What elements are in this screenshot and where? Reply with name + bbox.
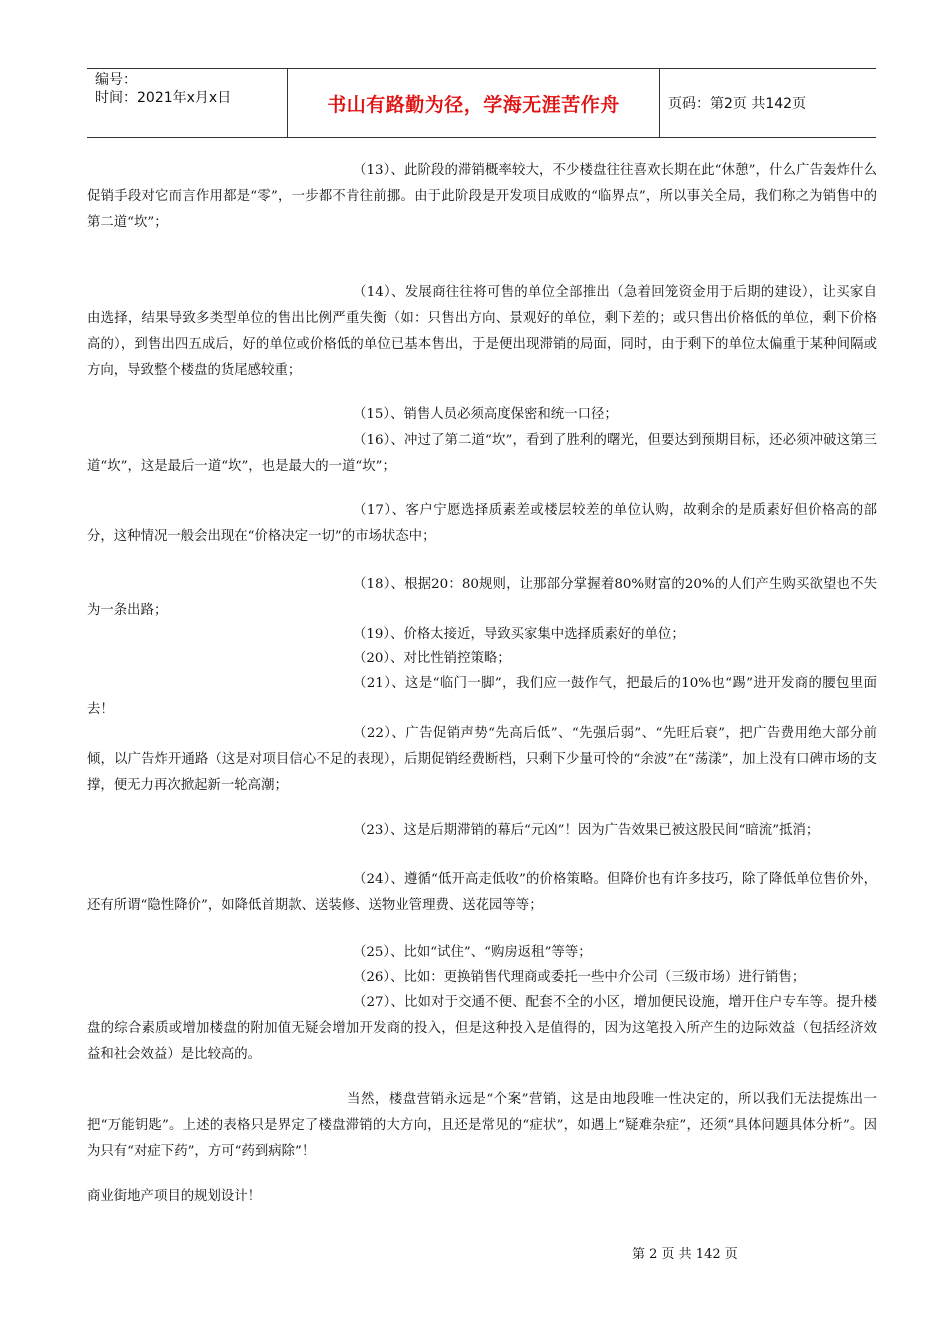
paragraph-conclusion: 当然，楼盘营销永远是“个案”营销，这是由地段唯一性决定的，所以我们无法提炼出一把“万能钥匙”。上述的表格只是界定了楼盘滞销的大方向，且还是常见的“症状”，如遇上“疑难杂症”，还须“具体问题具体分析”。因为只有“对症下药”，方可“药到病除”！ xyxy=(87,1092,877,1159)
header-meta xyxy=(87,69,288,137)
document-number-label: 编号： xyxy=(95,72,137,88)
paragraph-24: （24）、遵循“低开高走低收”的价格策略。但降价也有许多技巧，除了降低单位售价外，还有所谓“隐性降价”，如降低首期款、送装修、送物业管理费、送花园等等； xyxy=(87,872,877,913)
page-footer: 第 2 页 共 142 页 xyxy=(632,1247,738,1262)
paragraph-15: （15）、销售人员必须高度保密和统一口径； xyxy=(353,407,618,422)
document-time-label: 时间：2021年x月x日 xyxy=(95,90,232,106)
paragraph-14: （14）、发展商往往将可售的单位全部推出（急着回笼资金用于后期的建设），让买家自由选择，结果导致多类型单位的售出比例严重失衡（如：只售出方向、景观好的单位，剩下差的；或只售出价格低的单位，剩下价格高的），到售出四五成后，好的单位或价格低的单位已基本售出，于是便出现滞销的局面，同时，由于剩下的单位太偏重于某种间隔或方向，导致整个楼盘的货尾感较重； xyxy=(87,285,877,378)
paragraph-19: （19）、价格太接近，导致买家集中选择质素好的单位； xyxy=(353,627,685,642)
paragraph-13: （13）、此阶段的滞销概率较大，不少楼盘往往喜欢长期在此“休憩”，什么广告轰炸什么促销手段对它而言作用都是“零”，一步都不肯往前挪。由于此阶段是开发项目成败的“临界点”，所以事关全局，我们称之为销售中的第二道“坎”； xyxy=(87,163,877,230)
header-page-info: 页码：第2页 共142页 xyxy=(668,96,807,112)
paragraph-18: （18）、根据20：80规则，让那部分掌握着80%财富的20%的人们产生购买欲望也不失为一条出路； xyxy=(87,577,877,618)
paragraph-21: （21）、这是“临门一脚”，我们应一鼓作气，把最后的10%也“踢”进开发商的腰包里面去！ xyxy=(87,676,877,717)
paragraph-16: （16）、冲过了第二道“坎”，看到了胜利的曙光，但要达到预期目标，还必须冲破这第三道“坎”，这是最后一道“坎”，也是最大的一道“坎”； xyxy=(87,433,877,474)
paragraph-17: （17）、客户宁愿选择质素差或楼层较差的单位认购，故剩余的是质素好但价格高的部分，这种情况一般会出现在“价格决定一切”的市场状态中； xyxy=(87,503,877,544)
paragraph-section-title: 商业街地产项目的规划设计！ xyxy=(87,1189,262,1204)
paragraph-25: （25）、比如“试住”、“购房返租”等等； xyxy=(353,945,592,960)
paragraph-27: （27）、比如对于交通不便、配套不全的小区，增加便民设施，增开住户专车等。提升楼盘的综合素质或增加楼盘的附加值无疑会增加开发商的投入，但是这种投入是值得的，因为这笔投入所产生的边际效益（包括经济效益和社会效益）是比较高的。 xyxy=(87,995,877,1062)
paragraph-22: （22）、广告促销声势“先高后低”、“先强后弱”、“先旺后衰”，把广告费用绝大部分前倾，以广告炸开通路（这是对项目信心不足的表现），后期促销经费断档，只剩下少量可怜的“余波”在“荡漾”，加上没有口碑市场的支撑，便无力再次掀起新一轮高潮； xyxy=(87,726,877,793)
header-motto: 书山有路勤为径，学海无涯苦作舟 xyxy=(288,69,660,137)
paragraph-23: （23）、这是后期滞销的幕后“元凶”！因为广告效果已被这股民间“暗流”抵消； xyxy=(353,823,820,838)
paragraph-20: （20）、对比性销控策略； xyxy=(353,651,511,666)
paragraph-26: （26）、比如：更换销售代理商或委托一些中介公司（三级市场）进行销售； xyxy=(353,970,806,985)
page-header xyxy=(87,68,876,138)
